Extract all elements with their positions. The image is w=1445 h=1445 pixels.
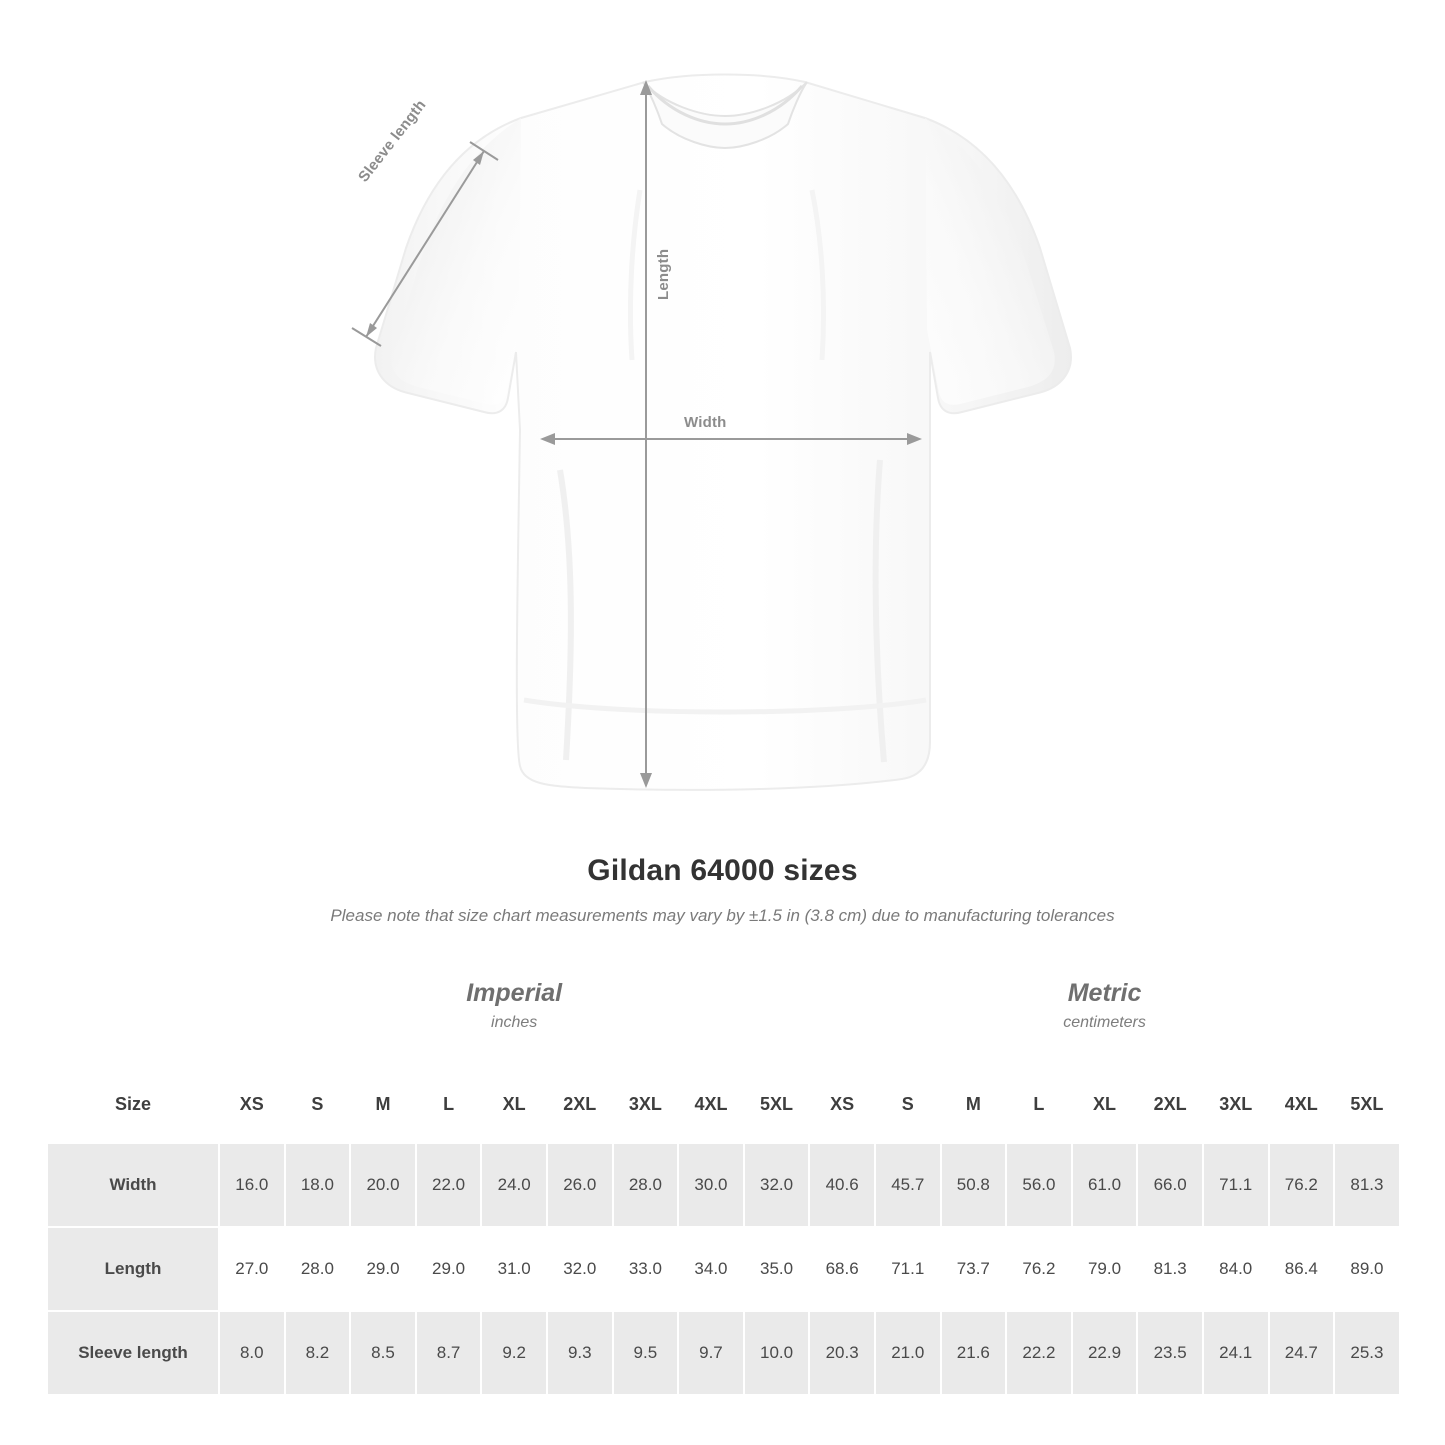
unit-header-row — [47, 947, 1400, 1065]
cell-width-imperial-xs: 16.0 — [219, 1143, 285, 1227]
cell-sleeve-imperial-3xl: 9.5 — [613, 1311, 679, 1395]
size-header-imperial-3xl: 3XL — [613, 1065, 679, 1143]
cell-length-imperial-2xl: 32.0 — [547, 1227, 613, 1311]
width-dimension-label: Width — [684, 414, 727, 431]
size-table-container — [46, 946, 1399, 1396]
cell-width-imperial-4xl: 30.0 — [678, 1143, 744, 1227]
cell-sleeve-metric-l: 22.2 — [1006, 1311, 1072, 1395]
cell-width-metric-xl: 61.0 — [1072, 1143, 1138, 1227]
size-header-metric-5xl: 5XL — [1334, 1065, 1400, 1143]
cell-width-metric-4xl: 76.2 — [1269, 1143, 1335, 1227]
size-header-metric-l: L — [1006, 1065, 1072, 1143]
unit-header-imperial — [219, 947, 809, 1065]
unit-name-imperial: Imperial — [466, 978, 563, 1007]
cell-width-metric-3xl: 71.1 — [1203, 1143, 1269, 1227]
cell-width-imperial-5xl: 32.0 — [744, 1143, 810, 1227]
cell-sleeve-imperial-s: 8.2 — [285, 1311, 351, 1395]
size-header-imperial-5xl: 5XL — [744, 1065, 810, 1143]
cell-sleeve-imperial-m: 8.5 — [350, 1311, 416, 1395]
table-row — [47, 1227, 1400, 1311]
cell-width-metric-2xl: 66.0 — [1137, 1143, 1203, 1227]
table-corner-cell — [47, 947, 219, 1065]
size-table — [46, 946, 1401, 1396]
size-header-metric-s: S — [875, 1065, 941, 1143]
cell-length-metric-5xl: 89.0 — [1334, 1227, 1400, 1311]
cell-width-metric-5xl: 81.3 — [1334, 1143, 1400, 1227]
unit-sub-imperial: inches — [491, 1014, 538, 1032]
cell-sleeve-imperial-4xl: 9.7 — [678, 1311, 744, 1395]
cell-length-metric-xl: 79.0 — [1072, 1227, 1138, 1311]
size-header-metric-4xl: 4XL — [1269, 1065, 1335, 1143]
cell-length-imperial-m: 29.0 — [350, 1227, 416, 1311]
size-header-imperial-m: M — [350, 1065, 416, 1143]
cell-length-imperial-4xl: 34.0 — [678, 1227, 744, 1311]
cell-width-metric-m: 50.8 — [941, 1143, 1007, 1227]
size-header-metric-2xl: 2XL — [1137, 1065, 1203, 1143]
cell-width-imperial-xl: 24.0 — [481, 1143, 547, 1227]
cell-length-imperial-5xl: 35.0 — [744, 1227, 810, 1311]
cell-sleeve-metric-m: 21.6 — [941, 1311, 1007, 1395]
cell-length-metric-m: 73.7 — [941, 1227, 1007, 1311]
cell-sleeve-imperial-2xl: 9.3 — [547, 1311, 613, 1395]
cell-width-imperial-l: 22.0 — [416, 1143, 482, 1227]
size-header-metric-3xl: 3XL — [1203, 1065, 1269, 1143]
cell-width-metric-s: 45.7 — [875, 1143, 941, 1227]
size-header-imperial-xl: XL — [481, 1065, 547, 1143]
sleeve-length-dimension-label: Sleeve length — [355, 96, 430, 186]
size-header-metric-xl: XL — [1072, 1065, 1138, 1143]
tolerance-note: Please note that size chart measurements may vary by ±1.5 in (3.8 cm) due to manufacturing tolerances — [330, 906, 1115, 925]
cell-width-imperial-m: 20.0 — [350, 1143, 416, 1227]
table-row — [47, 1311, 1400, 1395]
cell-sleeve-metric-xs: 20.3 — [809, 1311, 875, 1395]
unit-sub-metric: centimeters — [1063, 1014, 1146, 1032]
cell-length-metric-3xl: 84.0 — [1203, 1227, 1269, 1311]
cell-length-imperial-xs: 27.0 — [219, 1227, 285, 1311]
row-label-width: Width — [47, 1143, 219, 1227]
cell-sleeve-imperial-l: 8.7 — [416, 1311, 482, 1395]
cell-length-metric-xs: 68.6 — [809, 1227, 875, 1311]
cell-width-metric-xs: 40.6 — [809, 1143, 875, 1227]
cell-sleeve-imperial-xs: 8.0 — [219, 1311, 285, 1395]
cell-sleeve-metric-3xl: 24.1 — [1203, 1311, 1269, 1395]
size-header-imperial-2xl: 2XL — [547, 1065, 613, 1143]
cell-sleeve-imperial-xl: 9.2 — [481, 1311, 547, 1395]
page-title: Gildan 64000 sizes — [587, 854, 858, 887]
size-row-label: Size — [47, 1065, 219, 1143]
cell-width-imperial-2xl: 26.0 — [547, 1143, 613, 1227]
size-header-imperial-s: S — [285, 1065, 351, 1143]
length-dimension-label: Length — [655, 248, 672, 300]
cell-length-metric-2xl: 81.3 — [1137, 1227, 1203, 1311]
cell-length-imperial-s: 28.0 — [285, 1227, 351, 1311]
size-header-imperial-l: L — [416, 1065, 482, 1143]
cell-width-metric-l: 56.0 — [1006, 1143, 1072, 1227]
cell-width-imperial-3xl: 28.0 — [613, 1143, 679, 1227]
cell-length-imperial-3xl: 33.0 — [613, 1227, 679, 1311]
row-label-sleeve-length: Sleeve length — [47, 1311, 219, 1395]
cell-length-metric-s: 71.1 — [875, 1227, 941, 1311]
size-header-metric-xs: XS — [809, 1065, 875, 1143]
cell-sleeve-metric-5xl: 25.3 — [1334, 1311, 1400, 1395]
unit-header-metric — [809, 947, 1399, 1065]
cell-sleeve-metric-s: 21.0 — [875, 1311, 941, 1395]
cell-length-metric-4xl: 86.4 — [1269, 1227, 1335, 1311]
cell-sleeve-metric-4xl: 24.7 — [1269, 1311, 1335, 1395]
table-row — [47, 1143, 1400, 1227]
cell-length-imperial-l: 29.0 — [416, 1227, 482, 1311]
cell-sleeve-metric-xl: 22.9 — [1072, 1311, 1138, 1395]
cell-sleeve-metric-2xl: 23.5 — [1137, 1311, 1203, 1395]
cell-length-imperial-xl: 31.0 — [481, 1227, 547, 1311]
cell-width-imperial-s: 18.0 — [285, 1143, 351, 1227]
size-header-imperial-4xl: 4XL — [678, 1065, 744, 1143]
cell-sleeve-imperial-5xl: 10.0 — [744, 1311, 810, 1395]
size-header-row — [47, 1065, 1400, 1143]
size-header-metric-m: M — [941, 1065, 1007, 1143]
size-header-imperial-xs: XS — [219, 1065, 285, 1143]
cell-length-metric-l: 76.2 — [1006, 1227, 1072, 1311]
unit-name-metric: Metric — [1067, 978, 1142, 1007]
row-label-length: Length — [47, 1227, 219, 1311]
